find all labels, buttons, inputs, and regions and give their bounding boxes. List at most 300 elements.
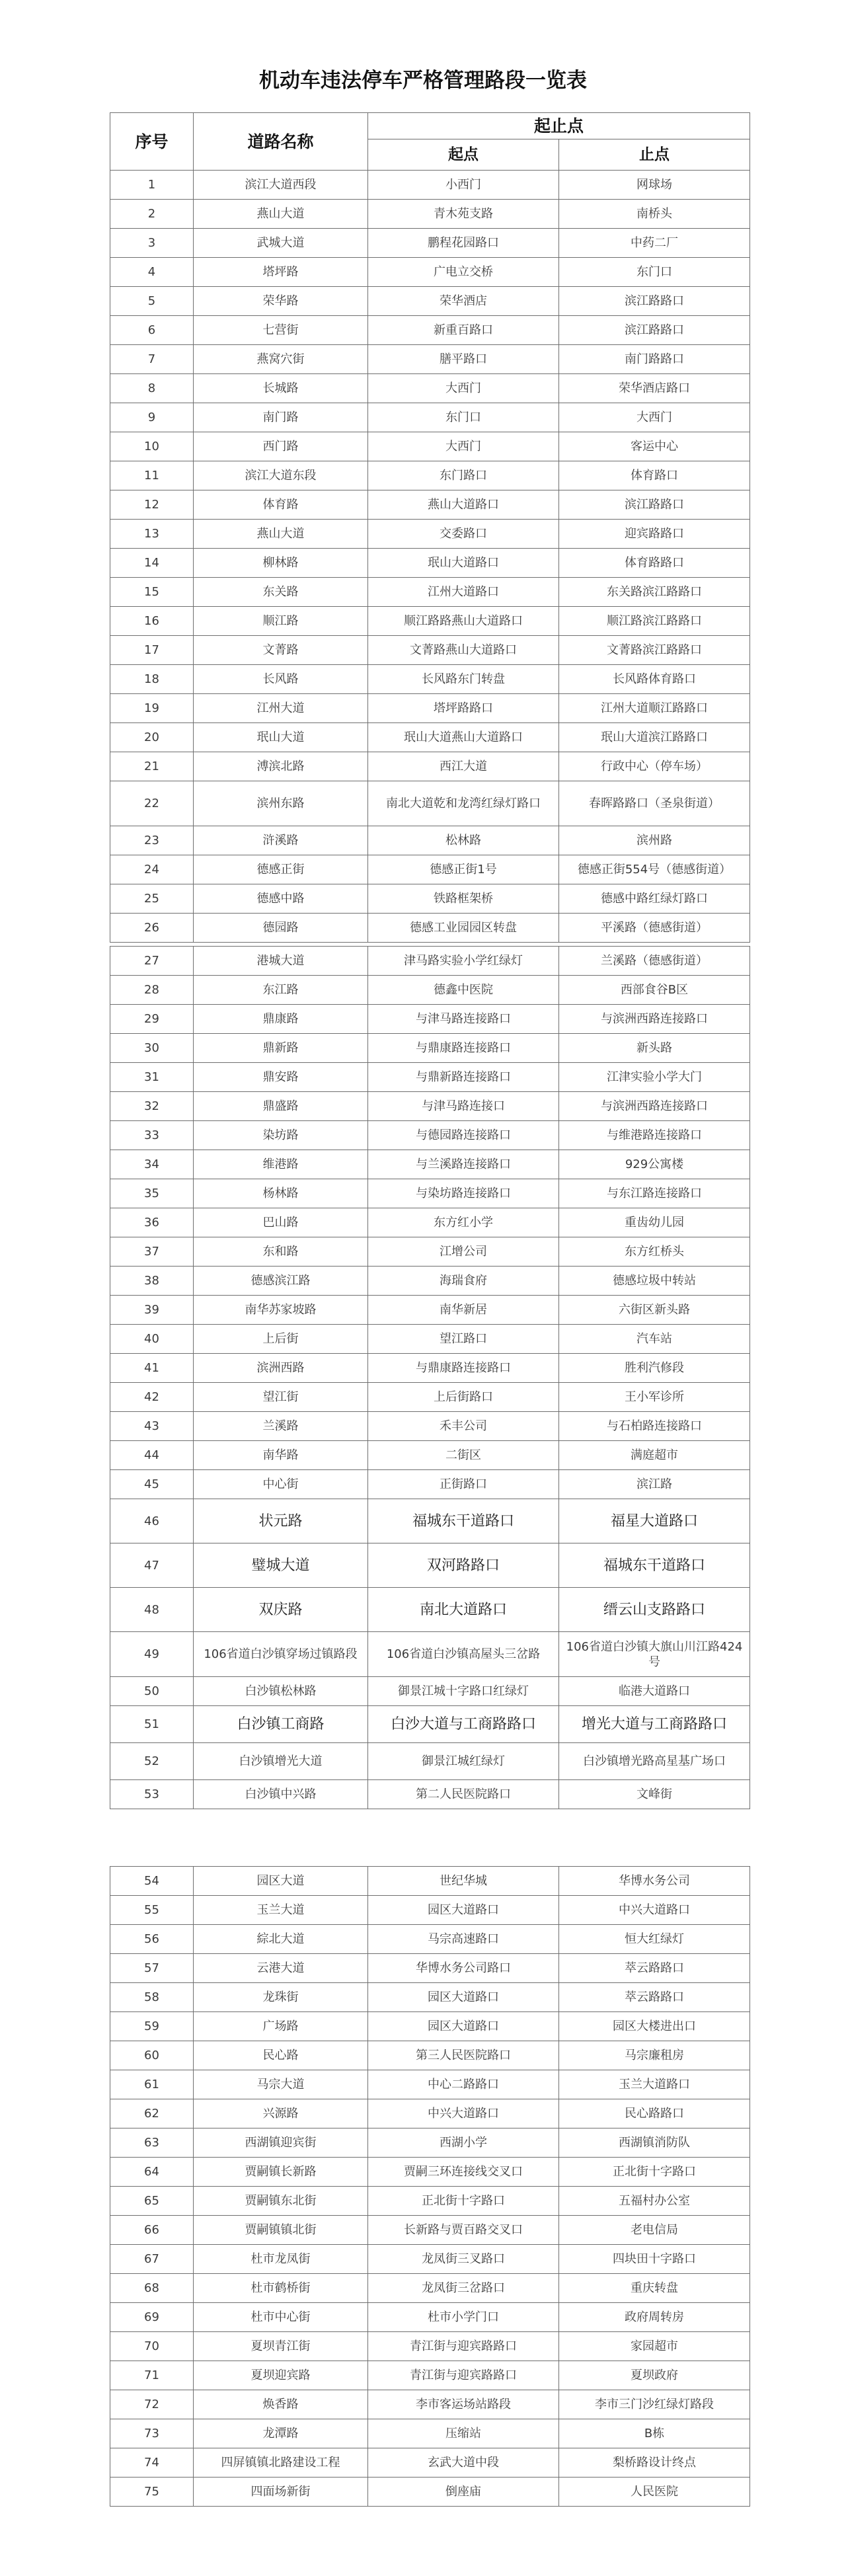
end-point-cell: 夏坝政府 <box>559 2361 750 2390</box>
start-point-cell: 与鼎康路连接路口 <box>368 1354 559 1383</box>
header-start: 起点 <box>368 139 559 171</box>
start-point-cell: 106省道白沙镇高屋头三岔路 <box>368 1632 559 1677</box>
road-name-cell: 园区大道 <box>194 1867 368 1896</box>
table-row <box>110 461 750 490</box>
start-point-cell: 与津马路连接路口 <box>368 1005 559 1034</box>
table-row <box>110 258 750 287</box>
start-point-cell: 顺江路路燕山大道路口 <box>368 607 559 636</box>
table-row <box>110 1925 750 1954</box>
table-row <box>110 1005 750 1034</box>
end-point-cell: 家园超市 <box>559 2332 750 2361</box>
road-name-cell: 德感滨江路 <box>194 1267 368 1296</box>
road-name-cell: 德感中路 <box>194 884 368 914</box>
start-point-cell: 御景江城十字路口红绿灯 <box>368 1677 559 1706</box>
start-point-cell: 杜市小学门口 <box>368 2303 559 2332</box>
end-point-cell: 与东江路连接路口 <box>559 1179 750 1208</box>
row-number-cell: 26 <box>110 914 194 943</box>
start-point-cell: 交委路口 <box>368 520 559 549</box>
table-row <box>110 1867 750 1896</box>
end-point-cell: 中药二厂 <box>559 229 750 258</box>
road-name-cell: 龙珠街 <box>194 1983 368 2012</box>
row-number-cell: 35 <box>110 1179 194 1208</box>
table-row <box>110 1092 750 1121</box>
start-point-cell: 南北大道乾和龙湾红绿灯路口 <box>368 781 559 826</box>
row-number-cell: 47 <box>110 1543 194 1588</box>
end-point-cell: 兰溪路（德感街道） <box>559 947 750 976</box>
start-point-cell: 西江大道 <box>368 752 559 781</box>
row-number-cell: 58 <box>110 1983 194 2012</box>
start-point-cell: 南华新居 <box>368 1296 559 1325</box>
road-name-cell: 兰溪路 <box>194 1412 368 1441</box>
end-point-cell: 新头路 <box>559 1034 750 1063</box>
row-number-cell: 27 <box>110 947 194 976</box>
row-number-cell: 40 <box>110 1325 194 1354</box>
row-number-cell: 43 <box>110 1412 194 1441</box>
start-point-cell: 新重百路口 <box>368 316 559 345</box>
end-point-cell: 恒大红绿灯 <box>559 1925 750 1954</box>
start-point-cell: 塔坪路路口 <box>368 694 559 723</box>
row-number-cell: 3 <box>110 229 194 258</box>
end-point-cell: 马宗廉租房 <box>559 2041 750 2070</box>
table-row <box>110 229 750 258</box>
end-point-cell: 江州大道顺江路路口 <box>559 694 750 723</box>
road-name-cell: 焕香路 <box>194 2390 368 2419</box>
table-row <box>110 1706 750 1743</box>
road-name-cell: 巴山路 <box>194 1208 368 1237</box>
start-point-cell: 禾丰公司 <box>368 1412 559 1441</box>
row-number-cell: 15 <box>110 578 194 607</box>
table-row <box>110 694 750 723</box>
end-point-cell: 华博水务公司 <box>559 1867 750 1896</box>
start-point-cell: 园区大道路口 <box>368 1983 559 2012</box>
row-number-cell: 66 <box>110 2216 194 2245</box>
table-row <box>110 2419 750 2448</box>
end-point-cell: 西湖镇消防队 <box>559 2128 750 2158</box>
row-number-cell: 74 <box>110 2448 194 2478</box>
table-row <box>110 2099 750 2128</box>
end-point-cell: 政府周转房 <box>559 2303 750 2332</box>
row-number-cell: 55 <box>110 1896 194 1925</box>
table-row <box>110 549 750 578</box>
road-name-cell: 珉山大道 <box>194 723 368 752</box>
end-point-cell: 四块田十字路口 <box>559 2245 750 2274</box>
table-row <box>110 1354 750 1383</box>
end-point-cell: 体育路口 <box>559 461 750 490</box>
row-number-cell: 42 <box>110 1383 194 1412</box>
end-point-cell: 白沙镇增光路高星基广场口 <box>559 1743 750 1780</box>
row-number-cell: 59 <box>110 2012 194 2041</box>
row-number-cell: 63 <box>110 2128 194 2158</box>
start-point-cell: 江州大道路口 <box>368 578 559 607</box>
row-number-cell: 16 <box>110 607 194 636</box>
row-number-cell: 25 <box>110 884 194 914</box>
start-point-cell: 与鼎新路连接路口 <box>368 1063 559 1092</box>
row-number-cell: 14 <box>110 549 194 578</box>
row-number-cell: 51 <box>110 1706 194 1743</box>
table-row <box>110 607 750 636</box>
table-row <box>110 1179 750 1208</box>
header-road: 道路名称 <box>194 113 368 171</box>
end-point-cell: 与滨洲西路连接路口 <box>559 1092 750 1121</box>
end-point-cell: 德感正街554号（德感街道） <box>559 855 750 884</box>
road-name-cell: 长城路 <box>194 374 368 403</box>
road-name-cell: 西湖镇迎宾街 <box>194 2128 368 2158</box>
table-row <box>110 2187 750 2216</box>
road-name-cell: 体育路 <box>194 490 368 520</box>
road-name-cell: 鼎盛路 <box>194 1092 368 1121</box>
end-point-cell: 网球场 <box>559 171 750 200</box>
table-row <box>110 1150 750 1179</box>
row-number-cell: 39 <box>110 1296 194 1325</box>
road-name-cell: 龙潭路 <box>194 2419 368 2448</box>
end-point-cell: 园区大楼进出口 <box>559 2012 750 2041</box>
end-point-cell: 萃云路路口 <box>559 1954 750 1983</box>
road-name-cell: 柳林路 <box>194 549 368 578</box>
end-point-cell: 滨江路路口 <box>559 316 750 345</box>
table-row <box>110 2478 750 2507</box>
start-point-cell: 二街区 <box>368 1441 559 1470</box>
section-table-1 <box>110 112 750 943</box>
table-row <box>110 723 750 752</box>
road-name-cell: 长风路 <box>194 665 368 694</box>
road-name-cell: 璧城大道 <box>194 1543 368 1588</box>
road-name-cell: 南华苏家坡路 <box>194 1296 368 1325</box>
end-point-cell: 李市三门沙红绿灯路段 <box>559 2390 750 2419</box>
start-point-cell: 李市客运场站路段 <box>368 2390 559 2419</box>
road-name-cell: 双庆路 <box>194 1588 368 1632</box>
start-point-cell: 世纪华城 <box>368 1867 559 1896</box>
row-number-cell: 24 <box>110 855 194 884</box>
road-name-cell: 武城大道 <box>194 229 368 258</box>
section-table-3 <box>110 1866 750 2507</box>
row-number-cell: 6 <box>110 316 194 345</box>
table-row <box>110 1632 750 1677</box>
end-point-cell: 民心路路口 <box>559 2099 750 2128</box>
road-name-cell: 染坊路 <box>194 1121 368 1150</box>
row-number-cell: 69 <box>110 2303 194 2332</box>
end-point-cell: 长风路体育路口 <box>559 665 750 694</box>
start-point-cell: 青木苑支路 <box>368 200 559 229</box>
road-name-cell: 四面场新街 <box>194 2478 368 2507</box>
row-number-cell: 65 <box>110 2187 194 2216</box>
start-point-cell: 御景江城红绿灯 <box>368 1743 559 1780</box>
end-point-cell: B栋 <box>559 2419 750 2448</box>
row-number-cell: 41 <box>110 1354 194 1383</box>
start-point-cell: 珉山大道燕山大道路口 <box>368 723 559 752</box>
road-name-cell: 贾嗣镇东北街 <box>194 2187 368 2216</box>
table-row <box>110 1063 750 1092</box>
end-point-cell: 正北街十字路口 <box>559 2158 750 2187</box>
table-row <box>110 171 750 200</box>
table-row <box>110 884 750 914</box>
table-row <box>110 520 750 549</box>
start-point-cell: 华博水务公司路口 <box>368 1954 559 1983</box>
table-row <box>110 636 750 665</box>
road-name-cell: 马宗大道 <box>194 2070 368 2099</box>
end-point-cell: 西部食谷B区 <box>559 976 750 1005</box>
row-number-cell: 37 <box>110 1237 194 1267</box>
start-point-cell: 福城东干道路口 <box>368 1499 559 1543</box>
start-point-cell: 双河路路口 <box>368 1543 559 1588</box>
end-point-cell: 德感中路红绿灯路口 <box>559 884 750 914</box>
start-point-cell: 广电立交桥 <box>368 258 559 287</box>
table-row <box>110 2158 750 2187</box>
road-name-cell: 东江路 <box>194 976 368 1005</box>
road-name-cell: 江州大道 <box>194 694 368 723</box>
row-number-cell: 71 <box>110 2361 194 2390</box>
road-name-cell: 鼎新路 <box>194 1034 368 1063</box>
table-row <box>110 2332 750 2361</box>
table-row <box>110 1954 750 1983</box>
end-point-cell: 东门口 <box>559 258 750 287</box>
table-row <box>110 976 750 1005</box>
road-name-cell: 德感正街 <box>194 855 368 884</box>
start-point-cell: 青江街与迎宾路路口 <box>368 2332 559 2361</box>
road-name-cell: 白沙镇增光大道 <box>194 1743 368 1780</box>
road-name-cell: 杜市龙凤街 <box>194 2245 368 2274</box>
row-number-cell: 19 <box>110 694 194 723</box>
start-point-cell: 大西门 <box>368 432 559 461</box>
road-name-cell: 白沙镇松林路 <box>194 1677 368 1706</box>
row-number-cell: 54 <box>110 1867 194 1896</box>
end-point-cell: 福星大道路口 <box>559 1499 750 1543</box>
row-number-cell: 23 <box>110 826 194 855</box>
end-point-cell: 顺江路滨江路路口 <box>559 607 750 636</box>
start-point-cell: 鹏程花园路口 <box>368 229 559 258</box>
start-point-cell: 与染坊路连接路口 <box>368 1179 559 1208</box>
row-number-cell: 52 <box>110 1743 194 1780</box>
end-point-cell: 滨江路 <box>559 1470 750 1499</box>
start-point-cell: 与兰溪路连接路口 <box>368 1150 559 1179</box>
table-row <box>110 1441 750 1470</box>
start-point-cell: 荣华酒店 <box>368 287 559 316</box>
road-name-cell: 燕山大道 <box>194 520 368 549</box>
table-row <box>110 1780 750 1809</box>
table-row <box>110 914 750 943</box>
row-number-cell: 72 <box>110 2390 194 2419</box>
end-point-cell: 体育路路口 <box>559 549 750 578</box>
road-name-cell: 广场路 <box>194 2012 368 2041</box>
row-number-cell: 53 <box>110 1780 194 1809</box>
start-point-cell: 上后街路口 <box>368 1383 559 1412</box>
table-row <box>110 1034 750 1063</box>
road-name-cell: 燕窝穴街 <box>194 345 368 374</box>
road-name-cell: 德园路 <box>194 914 368 943</box>
start-point-cell: 东门口 <box>368 403 559 432</box>
row-number-cell: 11 <box>110 461 194 490</box>
road-name-cell: 东和路 <box>194 1237 368 1267</box>
start-point-cell: 西湖小学 <box>368 2128 559 2158</box>
start-point-cell: 正北街十字路口 <box>368 2187 559 2216</box>
table-row <box>110 1588 750 1632</box>
end-point-cell: 文峰街 <box>559 1780 750 1809</box>
row-number-cell: 38 <box>110 1267 194 1296</box>
end-point-cell: 五福村办公室 <box>559 2187 750 2216</box>
road-name-cell: 民心路 <box>194 2041 368 2070</box>
row-number-cell: 4 <box>110 258 194 287</box>
start-point-cell: 松林路 <box>368 826 559 855</box>
start-point-cell: 膳平路口 <box>368 345 559 374</box>
table-row <box>110 2216 750 2245</box>
end-point-cell: 德感垃圾中转站 <box>559 1267 750 1296</box>
start-point-cell: 德鑫中医院 <box>368 976 559 1005</box>
start-point-cell: 园区大道路口 <box>368 2012 559 2041</box>
end-point-cell: 东方红桥头 <box>559 1237 750 1267</box>
start-point-cell: 东门路口 <box>368 461 559 490</box>
start-point-cell: 长新路与贾百路交叉口 <box>368 2216 559 2245</box>
end-point-cell: 福城东干道路口 <box>559 1543 750 1588</box>
road-name-cell: 白沙镇中兴路 <box>194 1780 368 1809</box>
table-row <box>110 1412 750 1441</box>
row-number-cell: 9 <box>110 403 194 432</box>
road-name-cell: 西门路 <box>194 432 368 461</box>
row-number-cell: 62 <box>110 2099 194 2128</box>
road-name-cell: 维港路 <box>194 1150 368 1179</box>
road-name-cell: 夏坝迎宾路 <box>194 2361 368 2390</box>
table-row <box>110 752 750 781</box>
end-point-cell: 老电信局 <box>559 2216 750 2245</box>
table-row <box>110 826 750 855</box>
row-number-cell: 46 <box>110 1499 194 1543</box>
road-name-cell: 云港大道 <box>194 1954 368 1983</box>
road-name-cell: 东关路 <box>194 578 368 607</box>
end-point-cell: 春晖路路口（圣泉街道） <box>559 781 750 826</box>
table-row <box>110 2361 750 2390</box>
end-point-cell: 滨江路路口 <box>559 287 750 316</box>
table-row <box>110 2128 750 2158</box>
row-number-cell: 49 <box>110 1632 194 1677</box>
table-row <box>110 1237 750 1267</box>
end-point-cell: 玉兰大道路口 <box>559 2070 750 2099</box>
row-number-cell: 61 <box>110 2070 194 2099</box>
table-row <box>110 432 750 461</box>
table-row <box>110 403 750 432</box>
end-point-cell: 江津实验小学大门 <box>559 1063 750 1092</box>
start-point-cell: 大西门 <box>368 374 559 403</box>
end-point-cell: 梨桥路设计终点 <box>559 2448 750 2478</box>
table-row <box>110 2041 750 2070</box>
end-point-cell: 929公寓楼 <box>559 1150 750 1179</box>
row-number-cell: 20 <box>110 723 194 752</box>
table-row <box>110 2448 750 2478</box>
start-point-cell: 文菁路燕山大道路口 <box>368 636 559 665</box>
start-point-cell: 小西门 <box>368 171 559 200</box>
road-name-cell: 贾嗣镇长新路 <box>194 2158 368 2187</box>
end-point-cell: 平溪路（德感街道） <box>559 914 750 943</box>
road-name-cell: 106省道白沙镇穿场过镇路段 <box>194 1632 368 1677</box>
end-point-cell: 106省道白沙镇大旗山川江路424号 <box>559 1632 750 1677</box>
end-point-cell: 行政中心（停车场） <box>559 752 750 781</box>
table-row <box>110 2303 750 2332</box>
table-row <box>110 2012 750 2041</box>
road-name-cell: 鼎安路 <box>194 1063 368 1092</box>
road-name-cell: 杜市鹤桥街 <box>194 2274 368 2303</box>
table-row <box>110 1296 750 1325</box>
start-point-cell: 第二人民医院路口 <box>368 1780 559 1809</box>
start-point-cell: 铁路框架桥 <box>368 884 559 914</box>
row-number-cell: 8 <box>110 374 194 403</box>
row-number-cell: 36 <box>110 1208 194 1237</box>
row-number-cell: 10 <box>110 432 194 461</box>
road-name-cell: 燕山大道 <box>194 200 368 229</box>
row-number-cell: 28 <box>110 976 194 1005</box>
start-point-cell: 德感正街1号 <box>368 855 559 884</box>
end-point-cell: 重齿幼儿园 <box>559 1208 750 1237</box>
road-name-cell: 贾嗣镇镇北街 <box>194 2216 368 2245</box>
header-end: 止点 <box>559 139 750 171</box>
row-number-cell: 7 <box>110 345 194 374</box>
start-point-cell: 南北大道路口 <box>368 1588 559 1632</box>
end-point-cell: 中兴大道路口 <box>559 1896 750 1925</box>
start-point-cell: 燕山大道路口 <box>368 490 559 520</box>
start-point-cell: 白沙大道与工商路路口 <box>368 1706 559 1743</box>
start-point-cell: 龙凤街三叉路口 <box>368 2245 559 2274</box>
table-row <box>110 578 750 607</box>
road-name-cell: 滨江大道东段 <box>194 461 368 490</box>
row-number-cell: 60 <box>110 2041 194 2070</box>
road-name-cell: 南华路 <box>194 1441 368 1470</box>
table-row <box>110 1983 750 2012</box>
end-point-cell: 人民医院 <box>559 2478 750 2507</box>
table-row <box>110 2274 750 2303</box>
table-row <box>110 1470 750 1499</box>
start-point-cell: 东方红小学 <box>368 1208 559 1237</box>
start-point-cell: 中心二路路口 <box>368 2070 559 2099</box>
end-point-cell: 六街区新头路 <box>559 1296 750 1325</box>
row-number-cell: 12 <box>110 490 194 520</box>
start-point-cell: 青江街与迎宾路路口 <box>368 2361 559 2390</box>
end-point-cell: 南门路路口 <box>559 345 750 374</box>
end-point-cell: 满庭超市 <box>559 1441 750 1470</box>
table-row <box>110 2390 750 2419</box>
start-point-cell: 长风路东门转盘 <box>368 665 559 694</box>
road-name-cell: 港城大道 <box>194 947 368 976</box>
end-point-cell: 与滨洲西路连接路口 <box>559 1005 750 1034</box>
row-number-cell: 34 <box>110 1150 194 1179</box>
road-name-cell: 顺江路 <box>194 607 368 636</box>
end-point-cell: 客运中心 <box>559 432 750 461</box>
table-row <box>110 1896 750 1925</box>
row-number-cell: 68 <box>110 2274 194 2303</box>
start-point-cell: 倒座庙 <box>368 2478 559 2507</box>
start-point-cell: 第三人民医院路口 <box>368 2041 559 2070</box>
end-point-cell: 大西门 <box>559 403 750 432</box>
row-number-cell: 70 <box>110 2332 194 2361</box>
end-point-cell: 胜利汽修段 <box>559 1354 750 1383</box>
start-point-cell: 压缩站 <box>368 2419 559 2448</box>
table-row <box>110 374 750 403</box>
row-number-cell: 18 <box>110 665 194 694</box>
end-point-cell: 珉山大道滨江路路口 <box>559 723 750 752</box>
road-name-cell: 七营街 <box>194 316 368 345</box>
table-row <box>110 490 750 520</box>
road-name-cell: 玉兰大道 <box>194 1896 368 1925</box>
row-number-cell: 67 <box>110 2245 194 2274</box>
row-number-cell: 5 <box>110 287 194 316</box>
row-number-cell: 22 <box>110 781 194 826</box>
row-number-cell: 48 <box>110 1588 194 1632</box>
table-row <box>110 2070 750 2099</box>
row-number-cell: 13 <box>110 520 194 549</box>
start-point-cell: 津马路实验小学红绿灯 <box>368 947 559 976</box>
section-table-2 <box>110 946 750 1809</box>
start-point-cell: 玄武大道中段 <box>368 2448 559 2478</box>
road-name-cell: 塔坪路 <box>194 258 368 287</box>
end-point-cell: 滨江路路口 <box>559 490 750 520</box>
row-number-cell: 50 <box>110 1677 194 1706</box>
start-point-cell: 贾嗣三环连接线交叉口 <box>368 2158 559 2187</box>
start-point-cell: 龙凤街三岔路口 <box>368 2274 559 2303</box>
